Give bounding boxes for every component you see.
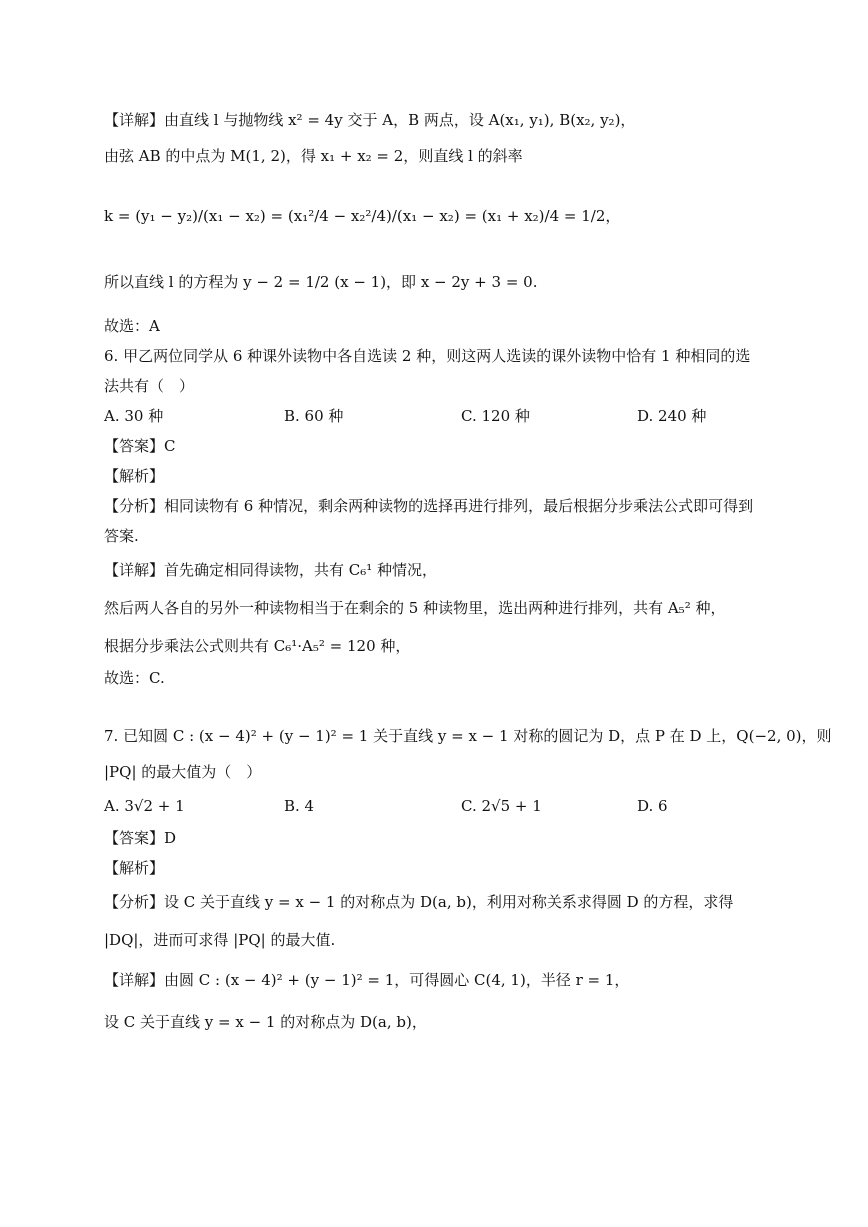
q6-analysis-2: 答案.	[104, 527, 139, 545]
q7-analysis-1: 【分析】设 C 关于直线 y = x − 1 的对称点为 D(a, b)，利用对称关系求得圆 D 的方程，求得	[104, 893, 734, 911]
q7-option-d: D. 6	[637, 797, 668, 815]
question-6-stem-2: 法共有（ ）	[104, 377, 195, 395]
detail-line-1: 【详解】由直线 l 与抛物线 x² = 4y 交于 A，B 两点，设 A(x₁, y₁), B(x₂, y₂)，	[104, 111, 636, 129]
line-equation: 所以直线 l 的方程为 y − 2 = 1/2 (x − 1)，即 x − 2y + 3 = 0.	[104, 273, 538, 291]
q6-answer: 【答案】C	[104, 437, 176, 455]
q7-option-b: B. 4	[284, 797, 315, 815]
q6-option-c: C. 120 种	[461, 407, 530, 425]
q6-analysis-heading: 【解析】	[104, 467, 165, 485]
q7-option-a: A. 3√2 + 1	[104, 797, 185, 815]
q6-detail-3: 根据分步乘法公式则共有 C₆¹·A₅² = 120 种，	[104, 637, 411, 655]
q6-option-a: A. 30 种	[104, 407, 164, 425]
q6-option-b: B. 60 种	[284, 407, 344, 425]
q6-detail-1: 【详解】首先确定相同得读物，共有 C₆¹ 种情况，	[104, 561, 438, 579]
detail-line-2: 由弦 AB 的中点为 M(1, 2)，得 x₁ + x₂ = 2，则直线 l 的斜率	[104, 147, 523, 165]
q7-answer: 【答案】D	[104, 829, 177, 847]
answer-choice-5: 故选：A	[104, 317, 160, 335]
slope-formula: k = (y₁ − y₂)/(x₁ − x₂) = (x₁²/4 − x₂²/4)/(x₁ − x₂) = (x₁ + x₂)/4 = 1/2，	[104, 207, 621, 225]
q6-detail-4: 故选：C.	[104, 669, 165, 687]
q6-analysis-1: 【分析】相同读物有 6 种情况，剩余两种读物的选择再进行排列，最后根据分步乘法公式即可得到	[104, 497, 754, 515]
q6-detail-2: 然后两人各自的另外一种读物相当于在剩余的 5 种读物里，选出两种进行排列，共有 A₅² 种，	[104, 599, 726, 617]
question-7-stem-2: |PQ| 的最大值为（ ）	[104, 763, 262, 781]
q7-detail-1: 【详解】由圆 C : (x − 4)² + (y − 1)² = 1，可得圆心 C(4, 1)，半径 r = 1，	[104, 971, 630, 989]
q7-option-c: C. 2√5 + 1	[461, 797, 542, 815]
question-6-stem-1: 6. 甲乙两位同学从 6 种课外读物中各自选读 2 种，则这两人选读的课外读物中恰有 1 种相同的选	[104, 347, 751, 365]
question-7-stem-1: 7. 已知圆 C : (x − 4)² + (y − 1)² = 1 关于直线 y = x − 1 对称的圆记为 D，点 P 在 D 上，Q(−2, 0)，则	[104, 727, 832, 745]
q6-option-d: D. 240 种	[637, 407, 707, 425]
q7-analysis-heading: 【解析】	[104, 859, 165, 877]
q7-detail-2: 设 C 关于直线 y = x − 1 的对称点为 D(a, b)，	[104, 1013, 427, 1031]
q7-analysis-2: |DQ|，进而可求得 |PQ| 的最大值.	[104, 931, 336, 949]
